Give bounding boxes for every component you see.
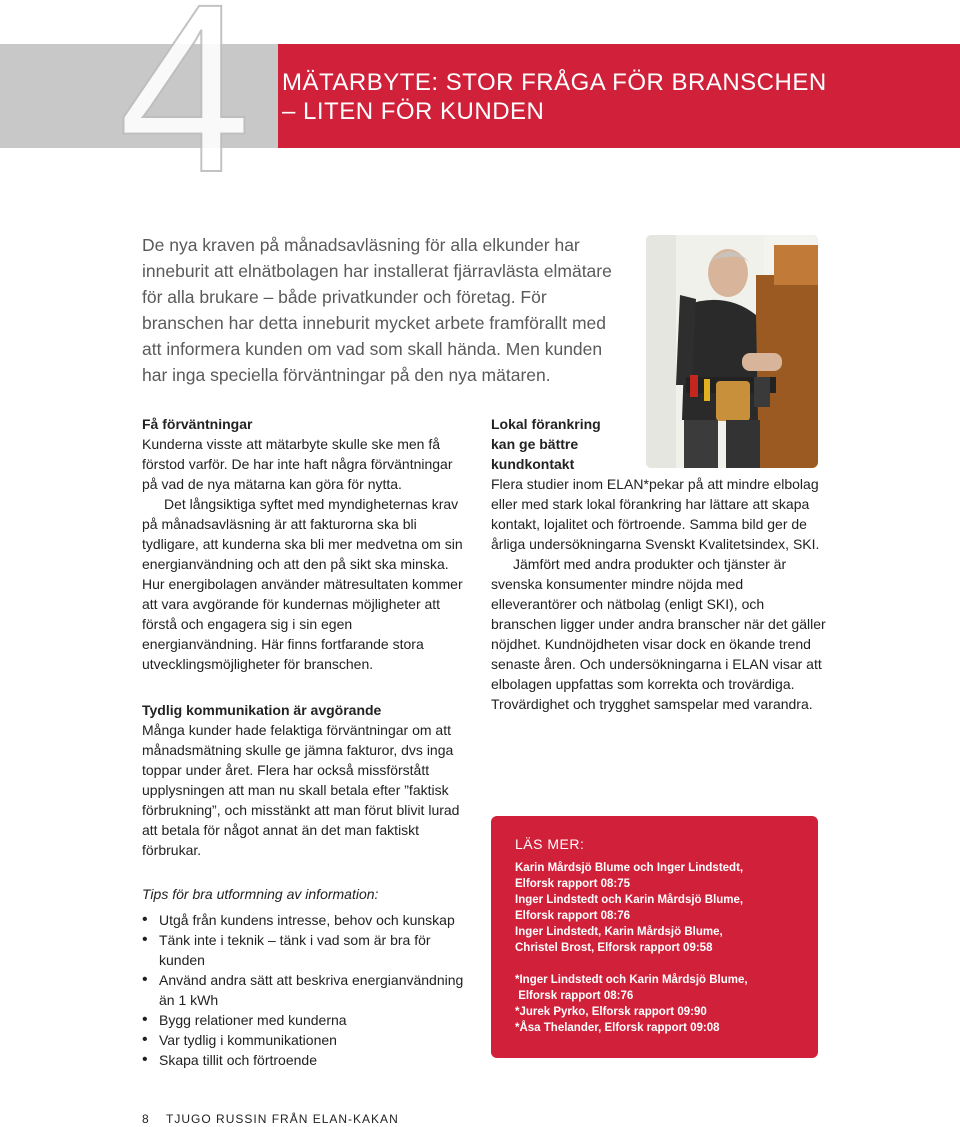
tips-list <box>142 910 468 1070</box>
tip-item: • Utgå från kundens intresse, behov och kunskap <box>142 910 468 930</box>
tip-item: • Skapa tillit och förtroende <box>142 1050 468 1070</box>
heading-local-anchoring: Lokal förankring kan ge bättre kundkontakt <box>491 416 601 472</box>
paragraph-long-term-purpose: Det långsiktiga syftet med myndigheternas krav på månadsavläsning är att fakturorna ska bli tydligare, att kunderna ska bli mer medvetna om sin energianvändning och att den på sikt ska minska. Hur energibolagen använder mätresultaten kommer att vara avgörande för kundernas möjligheter att förstå och engagera sig i sin egen energianvändning. Här finns fortfarande stora utvecklingsmöjligheter för branschen. <box>142 496 463 672</box>
page-number: 8 <box>142 1112 149 1126</box>
paragraph-clear-communication: Många kunder hade felaktiga förväntningar om att månadsmätning skulle ge jämna fakturor, dvs inga toppar under året. Flera har också missförstått upplysningen att man nu skall betala efter ”faktisk förbrukning”, och misstänkt att man förut blivit lurad att betala för något annat än det man faktiskt förbrukar. <box>142 722 460 858</box>
paragraph-few-expectations: Kunderna visste att mätarbyte skulle ske men få förstod varför. De har inte haft några förväntningar på vad de nya mätarna kan göra för nytta. <box>142 436 453 492</box>
reference-line: Elforsk rapport 08:76 <box>515 910 631 922</box>
chapter-number: 4 <box>118 0 246 222</box>
paragraph-customer-satisfaction: Jämfört med andra produkter och tjänster är svenska konsumenter mindre nöjda med elleverantörer och nätbolag (enligt SKI), och branschen ligger under andra branscher när det gäller nöjdhet. Kundnöjdheten visar dock en ökande trend senaste åren. Och undersökningarna i ELAN visar att elbolagen uppfattas som korrekta och trovärdiga. Trovärdighet och trygghet samspelar med varandra. <box>491 556 826 712</box>
publication-title: TJUGO RUSSIN FRÅN ELAN-KAKAN <box>166 1112 399 1126</box>
chapter-title <box>282 68 827 126</box>
read-more-references <box>515 860 805 1036</box>
reference-line: Inger Lindstedt och Karin Mårdsjö Blume, <box>515 894 744 906</box>
read-more-title: LÄS MER: <box>515 836 585 852</box>
reference-line: Inger Lindstedt, Karin Mårdsjö Blume, <box>515 926 723 938</box>
starred-reference-line: *Åsa Thelander, Elforsk rapport 09:08 <box>515 1022 720 1034</box>
reference-line: Elforsk rapport 08:75 <box>515 878 631 890</box>
read-more-box <box>491 816 818 1058</box>
chapter-title-line1: MÄTARBYTE: STOR FRÅGA FÖR BRANSCHEN <box>282 69 827 96</box>
paragraph-local-anchoring: Flera studier inom ELAN*pekar på att mindre elbolag eller med stark lokal förankring har lättare att skapa kontakt, lojalitet och förtroende. Samma bild ger de årliga undersökningarna Svenskt Kvalitetsindex, SKI. <box>491 476 820 552</box>
page-footer <box>142 1112 399 1126</box>
tips-title: Tips för bra utformning av information: <box>142 886 379 902</box>
heading-few-expectations: Få förväntningar <box>142 416 253 432</box>
right-column <box>491 414 826 714</box>
heading-clear-communication: Tydlig kommunikation är avgörande <box>142 702 382 718</box>
tip-item: • Tänk inte i teknik – tänk i vad som är bra för kunden <box>142 930 468 970</box>
starred-reference-line: *Jurek Pyrko, Elforsk rapport 09:90 <box>515 1006 707 1018</box>
starred-reference-line: Elforsk rapport 08:76 <box>515 990 634 1002</box>
tip-item: • Använd andra sätt att beskriva energianvändning än 1 kWh <box>142 970 468 1010</box>
tip-item: • Var tydlig i kommunikationen <box>142 1030 468 1050</box>
left-column <box>142 414 468 1070</box>
starred-reference-line: *Inger Lindstedt och Karin Mårdsjö Blume, <box>515 974 748 986</box>
chapter-title-line2: – LITEN FÖR KUNDEN <box>282 98 545 125</box>
reference-line: Karin Mårdsjö Blume och Inger Lindstedt, <box>515 862 744 874</box>
intro-paragraph: De nya kraven på månadsavläsning för alla elkunder har inneburit att elnätbolagen har installerat fjärravlästa elmätare för alla brukare – både privatkunder och företag. För branschen har detta inneburit mycket arbete framförallt med att informera kunden om vad som skall hända. Men kunden har inga speciella förväntningar på den nya mätaren. <box>142 235 612 385</box>
reference-line: Christel Brost, Elforsk rapport 09:58 <box>515 942 713 954</box>
tip-item: • Bygg relationer med kunderna <box>142 1010 468 1030</box>
